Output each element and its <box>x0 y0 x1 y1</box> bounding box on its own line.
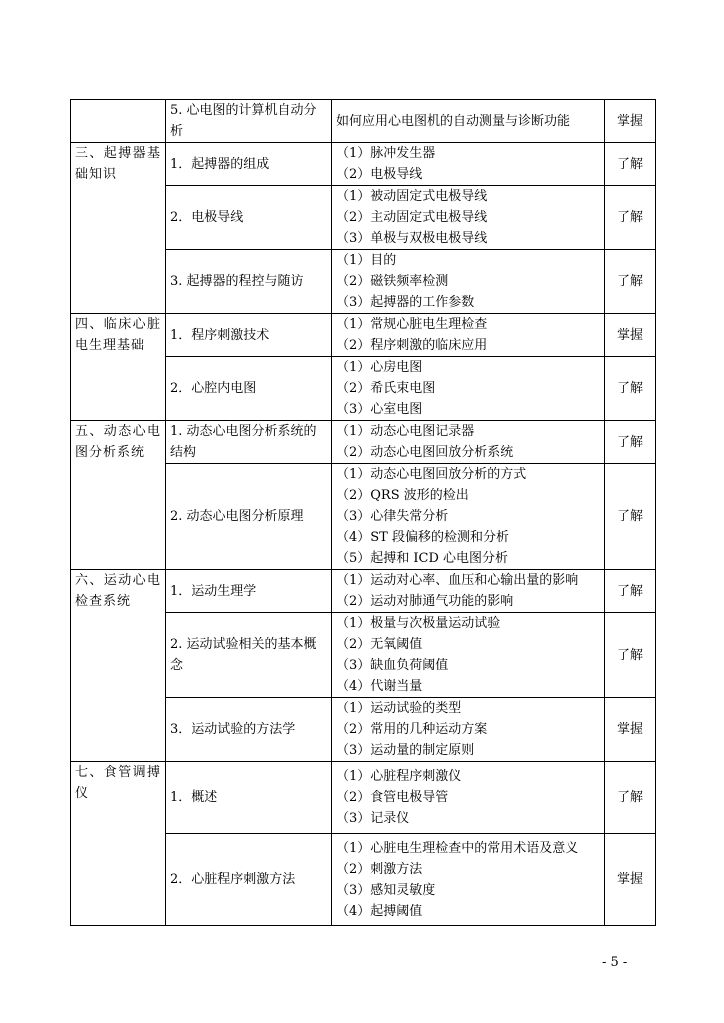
page-number: - 5 - <box>602 955 628 970</box>
requirement-item: （3）感知灵敏度 <box>336 882 436 898</box>
requirement-item: （1）心脏电生理检查中的常用术语及意义 <box>336 840 579 856</box>
level-cell: 了解 <box>605 762 656 834</box>
level-cell: 了解 <box>605 357 656 421</box>
requirement-item: （4）起搏阈值 <box>336 903 423 919</box>
requirement-item: （2）常用的几种运动方案 <box>336 722 488 737</box>
requirement-item: （1）心房电图 <box>336 360 423 375</box>
topic-cell: 2. 运动试验相关的基本概念 <box>166 613 332 698</box>
requirement-item: （3）缺血负荷阈值 <box>336 658 449 673</box>
table-row <box>71 421 656 464</box>
requirements-cell <box>332 250 605 314</box>
requirements-cell <box>332 762 605 834</box>
requirement-item: （1）常规心脏电生理检查 <box>336 317 488 332</box>
level-cell: 掌握 <box>605 314 656 357</box>
requirement-item: （2）无氧阈值 <box>336 637 423 652</box>
requirement-item: （4）代谢当量 <box>336 679 423 694</box>
requirement-item: （2）磁铁频率检测 <box>336 274 449 289</box>
chapter-cell: 七、食管调搏仪 <box>71 762 166 926</box>
requirements-cell <box>332 357 605 421</box>
requirement-item: （3）起搏器的工作参数 <box>336 295 475 310</box>
topic-cell: 2．心腔内电图 <box>166 357 332 421</box>
requirements-cell <box>332 421 605 464</box>
chapter-cell: 四、临床心脏电生理基础 <box>71 314 166 421</box>
table-row <box>71 100 656 143</box>
requirement-item: （1）目的 <box>336 253 397 268</box>
topic-cell: 3．运动试验的方法学 <box>166 698 332 762</box>
requirements-cell <box>332 464 605 570</box>
topic-cell: 1．概述 <box>166 762 332 834</box>
requirement-item: （2）刺激方法 <box>336 861 423 877</box>
topic-cell: 3. 起搏器的程控与随访 <box>166 250 332 314</box>
chapter-cell: 六、运动心电检查系统 <box>71 570 166 762</box>
requirement-item: （1）运动试验的类型 <box>336 701 462 716</box>
requirement-item: （1）运动对心率、血压和心输出量的影响 <box>336 573 579 588</box>
requirement-item: （1）极量与次极量运动试验 <box>336 616 501 631</box>
requirements-cell <box>332 613 605 698</box>
requirements-cell <box>332 698 605 762</box>
requirement-item: （4）ST 段偏移的检测和分析 <box>336 530 509 545</box>
syllabus-table <box>70 99 656 926</box>
level-cell: 了解 <box>605 570 656 613</box>
requirement-item: （2）食管电极导管 <box>336 790 449 805</box>
requirement-item: （3）记录仪 <box>336 811 410 826</box>
level-cell: 了解 <box>605 421 656 464</box>
level-cell: 掌握 <box>605 100 656 143</box>
requirement-item: （2）QRS 波形的检出 <box>336 488 469 503</box>
requirement-item: （3）心室电图 <box>336 402 423 417</box>
level-cell: 了解 <box>605 186 656 250</box>
requirement-item: 如何应用心电图机的自动测量与诊断功能 <box>336 113 571 129</box>
requirement-item: （1）动态心电图回放分析的方式 <box>336 467 527 482</box>
level-cell: 了解 <box>605 613 656 698</box>
topic-cell: 1．起搏器的组成 <box>166 143 332 186</box>
table-row <box>71 762 656 834</box>
syllabus-table-body <box>71 100 656 926</box>
table-row <box>71 314 656 357</box>
requirements-cell <box>332 100 605 143</box>
requirement-item: （3）单极与双极电极导线 <box>336 231 488 246</box>
requirement-item: （1）脉冲发生器 <box>336 146 436 161</box>
requirement-item: （2）希氏束电图 <box>336 381 436 396</box>
level-cell: 了解 <box>605 143 656 186</box>
chapter-cell: 五、动态心电图分析系统 <box>71 421 166 570</box>
requirement-item: （1）动态心电图记录器 <box>336 424 475 439</box>
level-cell: 掌握 <box>605 834 656 926</box>
table-row <box>71 570 656 613</box>
requirement-item: （2）电极导线 <box>336 167 423 182</box>
level-cell: 了解 <box>605 464 656 570</box>
topic-cell: 2. 动态心电图分析原理 <box>166 464 332 570</box>
requirements-cell <box>332 314 605 357</box>
topic-cell: 1．程序刺激技术 <box>166 314 332 357</box>
topic-cell: 1. 动态心电图分析系统的结构 <box>166 421 332 464</box>
requirements-cell <box>332 143 605 186</box>
requirement-item: （3）心律失常分析 <box>336 509 449 524</box>
topic-cell: 5. 心电图的计算机自动分析 <box>166 100 332 143</box>
requirement-item: （2）程序刺激的临床应用 <box>336 338 488 353</box>
topic-cell: 2．电极导线 <box>166 186 332 250</box>
table-row <box>71 143 656 186</box>
requirement-item: （2）动态心电图回放分析系统 <box>336 445 514 460</box>
requirements-cell <box>332 834 605 926</box>
chapter-cell <box>71 100 166 143</box>
requirements-cell <box>332 186 605 250</box>
requirement-item: （1）被动固定式电极导线 <box>336 189 488 204</box>
topic-cell: 1．运动生理学 <box>166 570 332 613</box>
requirements-cell <box>332 570 605 613</box>
requirement-item: （1）心脏程序刺激仪 <box>336 769 462 784</box>
level-cell: 了解 <box>605 250 656 314</box>
topic-cell: 2．心脏程序刺激方法 <box>166 834 332 926</box>
requirement-item: （5）起搏和 ICD 心电图分析 <box>336 551 509 566</box>
requirement-item: （2）运动对肺通气功能的影响 <box>336 594 514 609</box>
requirement-item: （2）主动固定式电极导线 <box>336 210 488 225</box>
requirement-item: （3）运动量的制定原则 <box>336 743 475 758</box>
chapter-cell: 三、起搏器基础知识 <box>71 143 166 314</box>
level-cell: 掌握 <box>605 698 656 762</box>
